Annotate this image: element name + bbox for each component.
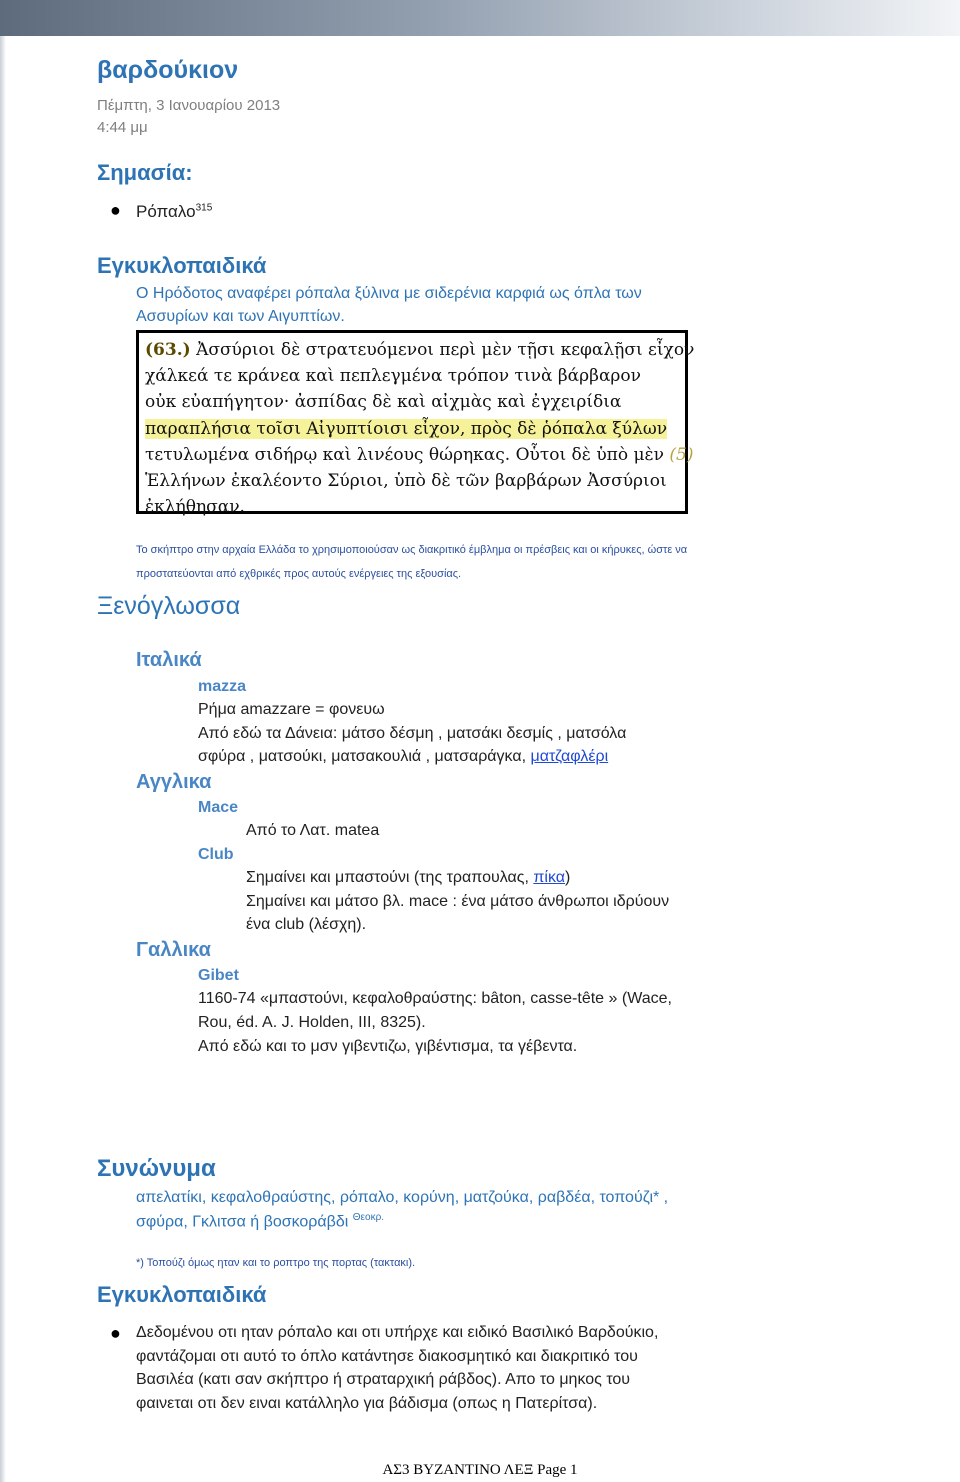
club-line2: Σημαίνει και μάτσο βλ. mace : ένα μάτσο άνθρωποι ιδρύουν <box>246 893 670 910</box>
scepter-note-line2: προστατεύονται από εχθρικές προς αυτούς ενέργειες της εξουσίας. <box>136 568 462 580</box>
herodotus-text-line2: Ασσυρίων και των Αιγυπτίων. <box>136 308 345 325</box>
date-line: Πέμπτη, 3 Ιανουαρίου 2013 <box>97 97 281 114</box>
synonyms-footnote: *) Τοπούζι όμως ηταν και το ροπτρο της πορτας (τακτακι). <box>136 1257 416 1269</box>
english-word-club: Club <box>198 846 234 863</box>
encyclopedic2-heading: Εγκυκλοπαιδικά <box>97 1282 267 1307</box>
page-title: βαρδούκιον <box>97 56 239 84</box>
left-margin-shade <box>0 36 6 1482</box>
club-line3: ένα club (λέσχη). <box>246 916 367 933</box>
bullet-icon: ● <box>110 200 121 220</box>
synonyms-line1: απελατίκι, κεφαλοθραύστης, ρόπαλο, κορύνη, ματζούκα, ραβδέα, τοπούζι* , <box>136 1189 669 1206</box>
encyclopedic2-line3: Βασιλέα (κατι σαν σκήπτρο ή στραταρχική ράβδος). Απο το μηκος του <box>136 1371 631 1388</box>
scepter-note-line1: Το σκήπτρο στην αρχαία Ελλάδα το χρησιμοποιούσαν ως διακριτικό έμβλημα οι πρέσβεις και οι κήρυκες, ώστε να <box>136 544 688 556</box>
page-footer: ΑΣ3 ΒΥΖΑΝΤΙΝΟ ΛΕΞ Page 1 <box>382 1462 578 1478</box>
synonyms-line2: σφύρα, Γκλιτσα ή βοσκοράβδι $^{\Theta\varepsilon o\kappa\rho.}$ <box>136 1212 385 1231</box>
italian-word: mazza <box>198 678 247 695</box>
italian-line3: σφύρα , ματσούκι, ματσακουλιά , ματσαράγκα, ματζαφλέρι <box>198 748 609 765</box>
gibet-line1: 1160-74 «μπαστούνι, κεφαλοθραύστης: bâton, casse-tête » (Wace, <box>198 990 672 1007</box>
french-word-gibet: Gibet <box>198 967 239 984</box>
pika-link[interactable]: πίκα <box>533 869 565 886</box>
italian-line1: Ρήμα amazzare = φονευω <box>198 701 385 718</box>
top-banner <box>0 0 960 36</box>
meaning-item: Ρόπαλο$^{315}$ <box>136 202 213 221</box>
english-label: Αγγλικα <box>136 771 212 793</box>
synonyms-heading: Συνώνυμα <box>97 1155 216 1182</box>
time-line: 4:44 μμ <box>97 119 148 136</box>
meaning-heading: Σημασία: <box>97 160 193 185</box>
foreign-heading: Ξενόγλωσσα <box>97 592 241 620</box>
club-line1: Σημαίνει και μπαστούνι (της τραπουλας, πίκα) <box>246 869 571 886</box>
encyclopedic2-line2: φαντάζομαι οτι αυτό το όπλο κατάντησε διακοσμητικό και διακριτικό του <box>136 1348 638 1365</box>
mace-etymology: Από το Λατ. matea <box>246 822 380 839</box>
herodotus-text-line1: Ο Ηρόδοτος αναφέρει ρόπαλα ξύλινα με σιδερένια καρφιά ως όπλα των <box>136 285 642 302</box>
herodotus-quote-image: (63.) Ἀσσύριοι δὲ στρατευόμενοι περὶ μὲν τῇσι κεφαλῇσι εἶχον χάλκεά τε κράνεα καὶ πεπλεγμένα τρόπον τινὰ βάρβαρον οὐκ εὐαπήγητον· ἀσπίδας δὲ καὶ αἰχμὰς καὶ ἐγχειρίδια παραπλήσια τοῖσι Αἰγυπτίοισι εἶχον, πρὸς δὲ ῥόπαλα ξύλων τετυλωμένα σιδήρῳ καὶ λινέους θώρηκας. Οὗτοι δὲ ὑπὸ μὲν (5) Ἑλλήνων ἐκαλέοντο Σύριοι, ὑπὸ δὲ τῶν βαρβάρων Ἀσσύριοι ἐκλήθησαν. <box>136 330 688 514</box>
italian-line2: Από εδώ τα Δάνεια: μάτσο δέσμη , ματσάκι δεσμίς , ματσόλα <box>198 725 627 742</box>
gibet-line2: Rou, éd. A. J. Holden, III, 8325). <box>198 1014 426 1031</box>
encyclopedic2-line1: Δεδομένου οτι ηταν ρόπαλο και οτι υπήρχε και ειδικό Βασιλικό Βαρδούκιο, <box>136 1324 659 1341</box>
bullet-icon: ● <box>110 1323 121 1343</box>
encyclopedic2-line4: φαινεται οτι δεν ειναι κατάλληλο για βάδισμα (οπως η Πατερίτσα). <box>136 1395 598 1412</box>
french-label: Γαλλικα <box>136 939 211 961</box>
gibet-line3: Από εδώ και το μσν γιβεντιζω, γιβέντισμα, τα γέβεντα. <box>198 1038 578 1055</box>
english-word-mace: Mace <box>198 799 239 816</box>
italian-label: Ιταλικά <box>136 649 202 671</box>
matzafleri-link[interactable]: ματζαφλέρι <box>530 748 609 765</box>
encyclopedic-heading: Εγκυκλοπαιδικά <box>97 253 267 278</box>
